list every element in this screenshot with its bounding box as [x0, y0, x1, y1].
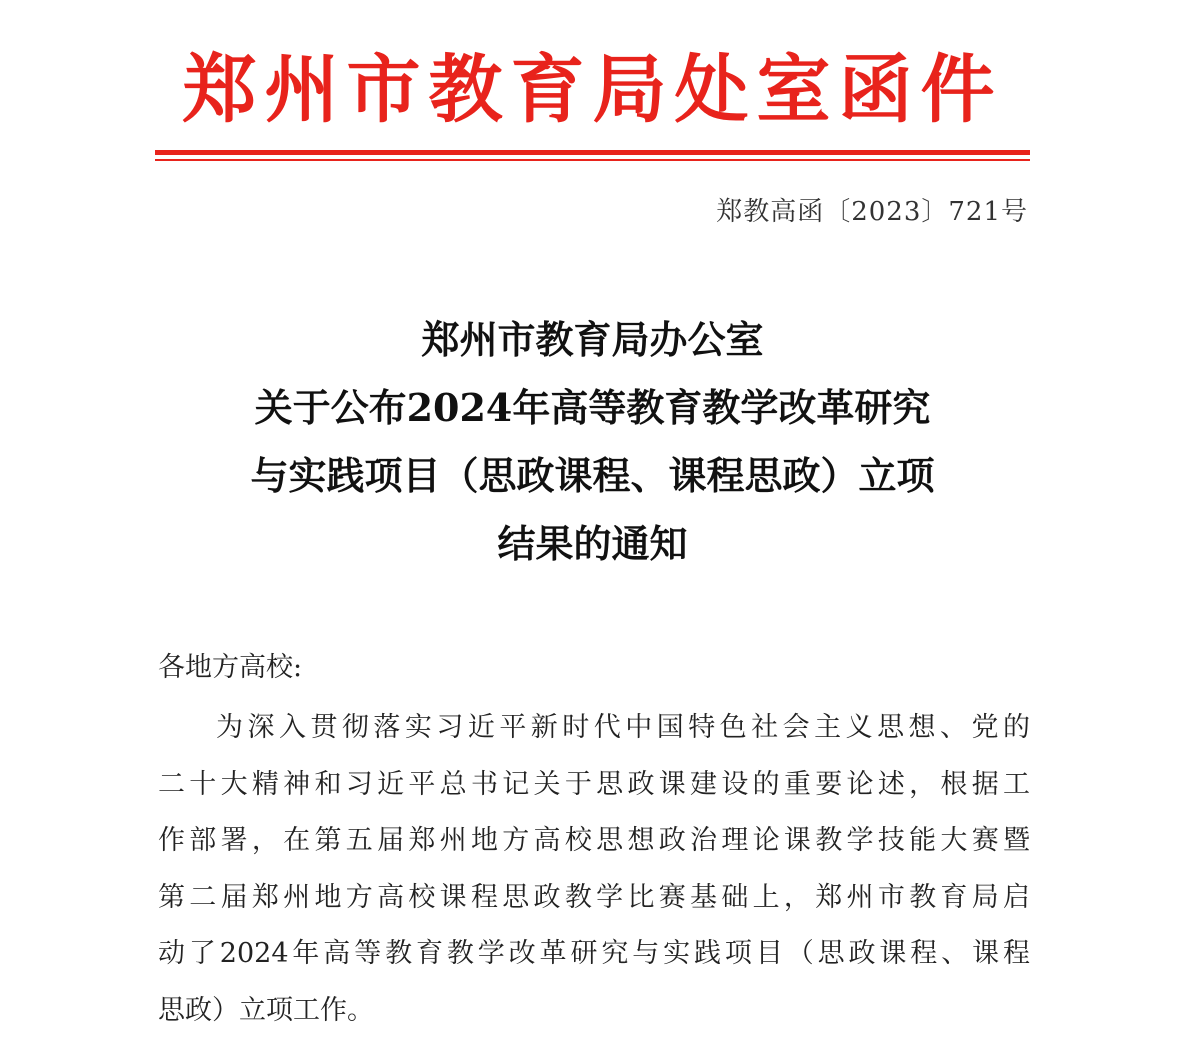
body-paragraph — [158, 700, 1030, 1039]
body-line: 作部署，在第五届郑州地方高校思想政治理论课教学技能大赛暨 — [158, 813, 1030, 870]
body-line: 二十大精神和习近平总书记关于思政课建设的重要论述，根据工 — [158, 757, 1030, 814]
salutation: 各地方高校: — [158, 646, 302, 690]
title-line: 关于公布2024年高等教育教学改革研究 — [155, 374, 1030, 442]
masthead-rule-thin — [155, 159, 1030, 161]
masthead-rule-thick — [155, 150, 1030, 155]
document-number: 郑教高函〔2023〕721号 — [716, 192, 1028, 232]
body-line: 为深入贯彻落实习近平新时代中国特色社会主义思想、党的 — [158, 700, 1030, 757]
body-line: 思政）立项工作。 — [158, 983, 1030, 1039]
title-line: 与实践项目（思政课程、课程思政）立项 — [155, 442, 1030, 510]
title-line: 郑州市教育局办公室 — [155, 306, 1030, 374]
body-line: 第二届郑州地方高校课程思政教学比赛基础上，郑州市教育局启 — [158, 870, 1030, 927]
document-title — [155, 306, 1030, 578]
masthead-title: 郑州市教育局处室函件 — [155, 40, 1030, 140]
body-line: 动了2024年高等教育教学改革研究与实践项目（思政课程、课程 — [158, 926, 1030, 983]
title-line: 结果的通知 — [155, 510, 1030, 578]
